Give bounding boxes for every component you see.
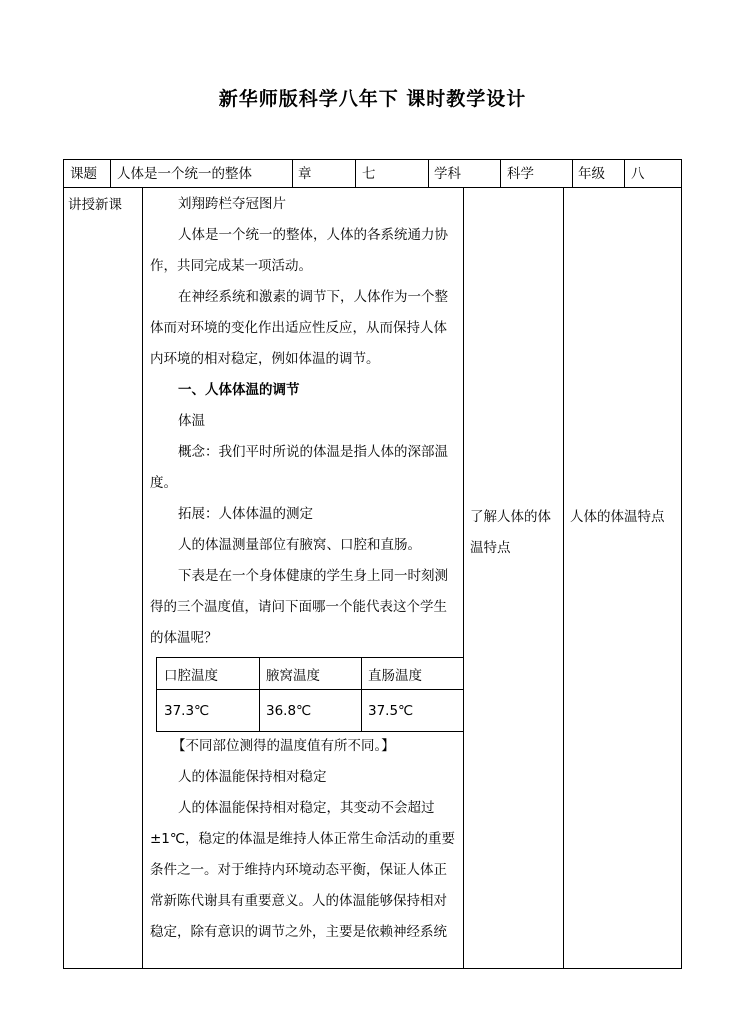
header-cell-grade-value: 八 (631, 166, 645, 182)
objective-cell: 了解人体的体温特点 (470, 509, 551, 556)
temp-header-armpit: 腋窝温度 (266, 668, 320, 684)
page-title: 新华师版科学八年下 课时教学设计 (218, 88, 527, 110)
header-cell-topic-value: 人体是一个统一的整体 (117, 166, 252, 182)
temp-header-rectal: 直肠温度 (368, 668, 422, 684)
paragraph-question: 下表是在一个身体健康的学生身上同一时刻测得的三个温度值，请问下面哪一个能代表这个学生的体温呢？ (150, 568, 448, 646)
paragraph-image-caption: 刘翔跨栏夺冠图片 (178, 196, 286, 212)
temp-header-oral: 口腔温度 (164, 668, 218, 684)
header-cell-grade-label: 年级 (578, 166, 605, 182)
paragraph-measure-sites: 人的体温测量部位有腋窝、口腔和直肠。 (178, 537, 421, 553)
paragraph-note: 【不同部位测得的温度值有所不同。】 (172, 738, 395, 754)
header-cell-chapter-label: 章 (298, 166, 312, 182)
header-cell-subject-value: 科学 (507, 166, 534, 182)
header-cell-topic-label: 课题 (70, 166, 97, 182)
key-point-cell: 人体的体温特点 (570, 509, 665, 525)
paragraph-concept: 概念：我们平时所说的体温是指人体的深部温度。 (150, 444, 448, 491)
temp-value-rectal: 37.5℃ (368, 703, 414, 719)
paragraph-extension: 拓展：人体体温的测定 (178, 506, 313, 522)
header-cell-chapter-value: 七 (362, 166, 376, 182)
section-label: 讲授新课 (68, 197, 122, 213)
temp-value-armpit: 36.8℃ (266, 703, 312, 719)
paragraph-subheading-temp: 体温 (178, 413, 205, 429)
paragraph-stable-body: 人的体温能保持相对稳定，其变动不会超过±1℃，稳定的体温是维持人体正常生命活动的重要条件之一。对于维持内环境动态平衡，保证人体正常新陈代谢具有重要意义。人的体温能够保持相对稳定，除有意识的调节之外，主要是依赖神经系统 (150, 800, 456, 940)
header-cell-subject-label: 学科 (434, 166, 461, 182)
paragraph-regulation: 在神经系统和激素的调节下，人体作为一个整体而对环境的变化作出适应性反应，从而保持人体内环境的相对稳定，例如体温的调节。 (150, 289, 448, 367)
temp-value-oral: 37.3℃ (164, 703, 210, 719)
paragraph-intro: 人体是一个统一的整体，人体的各系统通力协作，共同完成某一项活动。 (150, 227, 448, 274)
paragraph-stable-heading: 人的体温能保持相对稳定 (178, 769, 327, 785)
section-heading: 一、人体体温的调节 (178, 382, 300, 398)
